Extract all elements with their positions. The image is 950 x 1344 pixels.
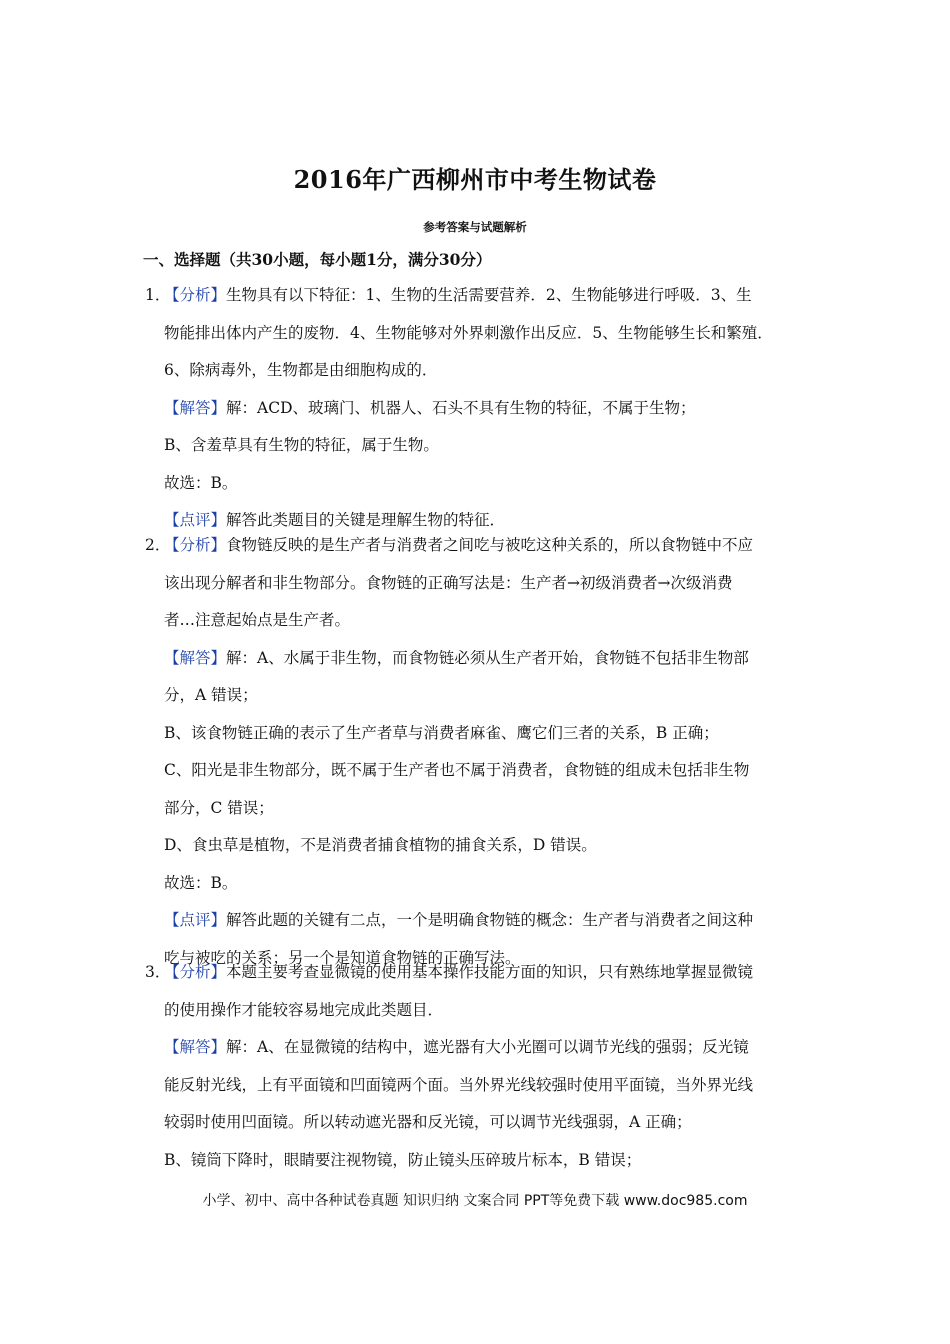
answer-text: 解：A、在显微镜的结构中，遮光器有大小光圈可以调节光线的强弱；反光镜 <box>226 1038 749 1056</box>
answer-line <box>164 510 505 530</box>
page-subtitle: 参考答案与试题解析 <box>423 220 527 234</box>
answer-tag: 【分析】 <box>164 286 227 304</box>
answer-text: 物能排出体内产生的废物．4、生物能够对外界刺激作出反应．5、生物能够生长和繁殖． <box>164 323 773 342</box>
answer-text: 解答此类题目的关键是理解生物的特征． <box>226 511 506 529</box>
answer-line <box>164 573 732 593</box>
answer-line <box>164 798 274 818</box>
answer-tag: 【点评】 <box>164 911 227 929</box>
answer-text: B、镜筒下降时，眼睛要注视物镜，防止镜头压碎玻片标本，B 错误； <box>164 1150 642 1169</box>
answer-tag: 【解答】 <box>164 398 227 417</box>
answer-text: 食物链反映的是生产者与消费者之间吃与被吃这种关系的，所以食物链中不应 <box>226 536 754 554</box>
question-number: 2． <box>145 536 171 554</box>
answer-text: 解答此题的关键有二点，一个是明确食物链的概念：生产者与消费者之间这种 <box>226 911 754 929</box>
answer-text: 的使用操作才能较容易地完成此类题目． <box>164 1000 444 1019</box>
answer-line <box>164 1075 753 1095</box>
answer-text: 故选：B。 <box>164 473 238 492</box>
answer-tag: 【点评】 <box>164 511 227 529</box>
answer-text: B、含羞草具有生物的特征，属于生物。 <box>164 436 439 454</box>
answer-text: 该出现分解者和非生物部分。食物链的正确写法是：生产者→初级消费者→次级消费 <box>164 573 733 592</box>
answer-text: 较弱时使用凹面镜。所以转动遮光器和反光镜，可以调节光线强弱，A 正确； <box>164 1113 692 1131</box>
answer-text: 6、除病毒外，生物都是由细胞构成的． <box>164 361 438 379</box>
answer-text: 吃与被吃的关系；另一个是知道食物链的正确写法。 <box>164 948 521 967</box>
question-number: 1． <box>145 286 171 304</box>
answer-line <box>164 648 749 668</box>
answer-tag: 【解答】 <box>164 648 227 667</box>
answer-line <box>164 910 753 930</box>
answer-line <box>164 610 350 630</box>
answer-line <box>164 873 237 893</box>
answer-line <box>164 760 749 780</box>
answer-line <box>164 398 696 418</box>
answer-text: 者…注意起始点是生产者。 <box>164 611 351 629</box>
answer-line <box>164 285 752 305</box>
answer-line <box>164 1150 641 1170</box>
question-number: 3． <box>145 963 171 981</box>
answer-line <box>164 1037 749 1057</box>
answer-line <box>164 685 258 705</box>
answer-text: 能反射光线，上有平面镜和凹面镜两个面。当外界光线较强时使用平面镜，当外界光线 <box>164 1075 754 1094</box>
answer-line <box>164 723 719 743</box>
answer-text: 部分，C 错误； <box>164 798 274 817</box>
answer-line <box>164 835 597 855</box>
answer-tag: 【分析】 <box>164 963 227 981</box>
answer-line <box>164 962 753 982</box>
answer-line <box>164 323 773 343</box>
answer-line <box>164 435 439 455</box>
answer-text: 故选：B。 <box>164 873 238 892</box>
answer-text: 解：ACD、玻璃门、机器人、石头不具有生物的特征，不属于生物； <box>226 398 696 417</box>
answer-line <box>164 360 437 380</box>
answer-line <box>164 535 753 555</box>
answer-text: D、食虫草是植物，不是消费者捕食植物的捕食关系，D 错误。 <box>164 836 597 854</box>
page-title: 2016年广西柳州市中考生物试卷 <box>293 165 657 194</box>
answer-line <box>164 1112 692 1132</box>
answer-text: B、该食物链正确的表示了生产者草与消费者麻雀、鹰它们三者的关系，B 正确； <box>164 723 719 742</box>
answer-text: 本题主要考查显微镜的使用基本操作技能方面的知识，只有熟练地掌握显微镜 <box>226 963 754 981</box>
answer-text: C、阳光是非生物部分，既不属于生产者也不属于消费者，食物链的组成未包括非生物 <box>164 761 750 779</box>
answer-tag: 【分析】 <box>164 536 227 554</box>
answer-line <box>164 473 237 493</box>
answer-tag: 【解答】 <box>164 1038 227 1056</box>
answer-text: 生物具有以下特征：1、生物的生活需要营养．2、生物能够进行呼吸．3、生 <box>226 286 752 304</box>
answer-line <box>164 1000 443 1020</box>
page-footer: 小学、初中、高中各种试卷真题 知识归纳 文案合同 PPT等免费下载 www.doc985.com <box>202 1193 748 1209</box>
answer-text: 分，A 错误； <box>164 686 258 704</box>
section-heading: 一、选择题（共30小题，每小题1分，满分30分） <box>143 250 492 269</box>
answer-text: 解：A、水属于非生物，而食物链必须从生产者开始，食物链不包括非生物部 <box>226 648 749 667</box>
